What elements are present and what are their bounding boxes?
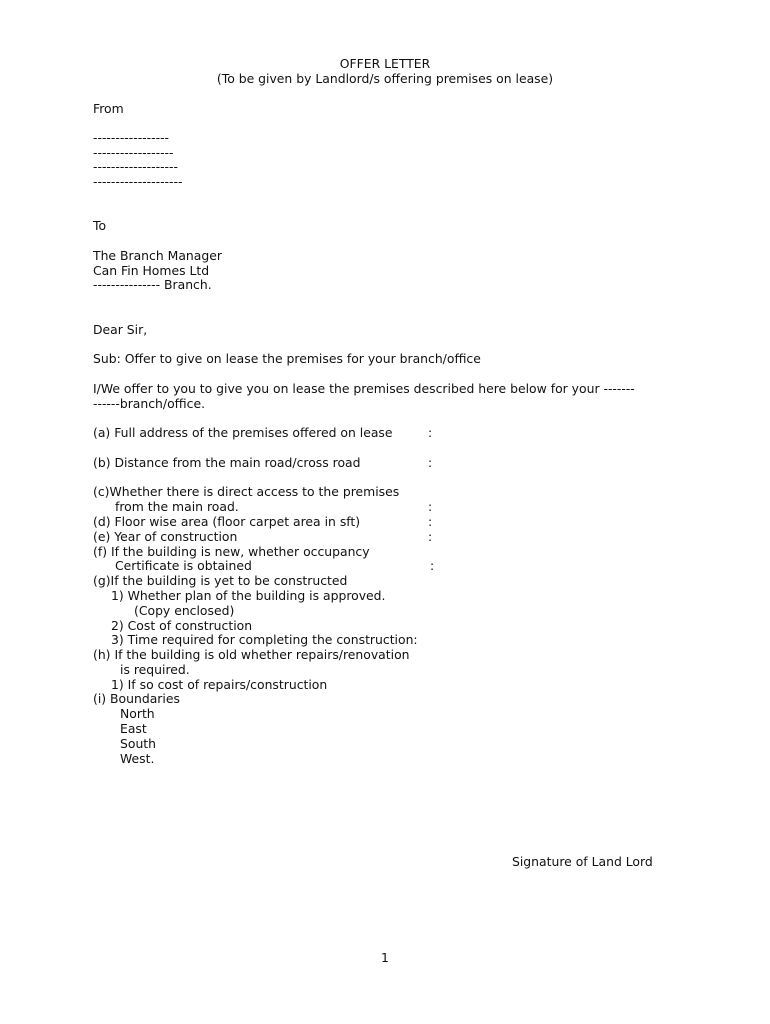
item-b-colon: : bbox=[428, 455, 433, 470]
from-line-4: -------------------- bbox=[93, 174, 183, 189]
boundary-north: North bbox=[120, 706, 155, 721]
salutation: Dear Sir, bbox=[93, 322, 148, 337]
from-line-2: ------------------ bbox=[93, 145, 174, 160]
item-g-3: 3) Time required for completing the construction: bbox=[111, 632, 418, 647]
item-c-line-1: (c)Whether there is direct access to the premises bbox=[93, 484, 400, 499]
item-a: (a) Full address of the premises offered on lease bbox=[93, 425, 393, 440]
item-d-colon: : bbox=[428, 514, 433, 529]
item-h-1: 1) If so cost of repairs/construction bbox=[111, 677, 328, 692]
item-c-line-2: from the main road. bbox=[115, 499, 239, 514]
item-f-line-1: (f) If the building is new, whether occupancy bbox=[93, 544, 370, 559]
item-e: (e) Year of construction bbox=[93, 529, 238, 544]
from-line-1: ----------------- bbox=[93, 130, 170, 145]
item-g-1-note: (Copy enclosed) bbox=[134, 603, 235, 618]
page-number: 1 bbox=[381, 950, 389, 965]
from-line-3: ------------------- bbox=[93, 159, 178, 174]
to-label: To bbox=[93, 218, 107, 233]
item-c-colon: : bbox=[428, 499, 433, 514]
body-line-2: ------branch/office. bbox=[93, 396, 206, 411]
item-h-line-1: (h) If the building is old whether repairs/renovation bbox=[93, 647, 410, 662]
subject-line: Sub: Offer to give on lease the premises for your branch/office bbox=[93, 351, 481, 366]
item-a-colon: : bbox=[428, 425, 433, 440]
item-g-1: 1) Whether plan of the building is approved. bbox=[111, 588, 386, 603]
boundary-west: West. bbox=[120, 751, 155, 766]
branch-line: --------------- Branch. bbox=[93, 277, 212, 292]
company-name: Can Fin Homes Ltd bbox=[93, 263, 210, 278]
addressee: The Branch Manager bbox=[93, 248, 222, 263]
item-h-line-2: is required. bbox=[120, 662, 190, 677]
item-f-line-2: Certificate is obtained bbox=[115, 558, 252, 573]
item-i: (i) Boundaries bbox=[93, 691, 180, 706]
item-d: (d) Floor wise area (floor carpet area in sft) bbox=[93, 514, 361, 529]
signature-label: Signature of Land Lord bbox=[512, 854, 653, 869]
letter-subtitle: (To be given by Landlord/s offering premises on lease) bbox=[216, 71, 554, 86]
item-g-2: 2) Cost of construction bbox=[111, 618, 253, 633]
boundary-south: South bbox=[120, 736, 157, 751]
boundary-east: East bbox=[120, 721, 147, 736]
item-g: (g)If the building is yet to be constructed bbox=[93, 573, 348, 588]
item-f-colon: : bbox=[430, 558, 435, 573]
from-label: From bbox=[93, 101, 124, 116]
item-e-colon: : bbox=[428, 529, 433, 544]
item-b: (b) Distance from the main road/cross road bbox=[93, 455, 361, 470]
body-line-1: I/We offer to you to give you on lease the premises described here below for your ------- bbox=[93, 381, 635, 396]
letter-title: OFFER LETTER bbox=[339, 56, 431, 71]
